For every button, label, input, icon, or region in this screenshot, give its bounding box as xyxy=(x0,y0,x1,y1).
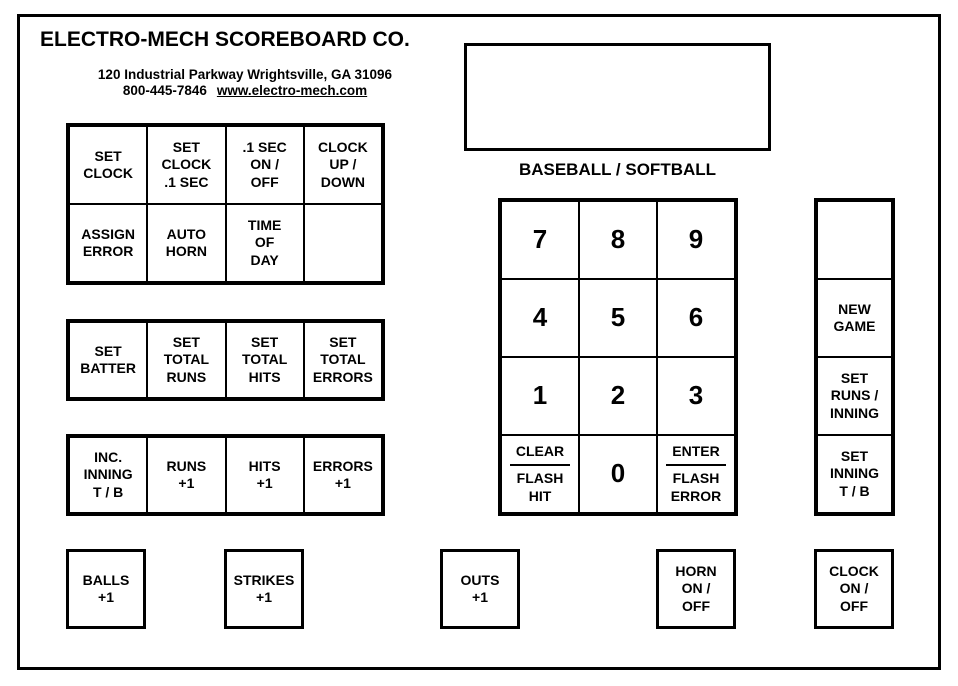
strikes-plus-one-button[interactable]: STRIKES +1 xyxy=(224,549,304,629)
clock-key-group xyxy=(66,123,385,285)
set-batter-button[interactable]: SET BATTER xyxy=(69,322,147,398)
new-game-button[interactable]: NEW GAME xyxy=(817,279,892,357)
company-contact xyxy=(65,83,425,98)
set-total-hits-button[interactable]: SET TOTAL HITS xyxy=(226,322,304,398)
company-website: www.electro-mech.com xyxy=(216,83,368,98)
hits-plus-one-button[interactable]: HITS +1 xyxy=(226,437,304,513)
company-phone: 800-445-7846 xyxy=(122,83,207,98)
digit-8-button[interactable]: 8 xyxy=(579,201,657,279)
clock-up-down-button[interactable]: CLOCK UP / DOWN xyxy=(304,126,382,204)
digit-6-button[interactable]: 6 xyxy=(657,279,735,357)
key-divider xyxy=(510,464,570,466)
horn-toggle-button[interactable]: HORN ON / OFF xyxy=(656,549,736,629)
digit-2-button[interactable]: 2 xyxy=(579,357,657,435)
clear-flash-hit-button[interactable]: CLEAR FLASH HIT xyxy=(501,435,579,513)
clock-toggle-button[interactable]: CLOCK ON / OFF xyxy=(814,549,894,629)
right-key-column xyxy=(814,198,895,516)
digit-7-button[interactable]: 7 xyxy=(501,201,579,279)
outs-plus-one-button[interactable]: OUTS +1 xyxy=(440,549,520,629)
lcd-display xyxy=(464,43,771,151)
balls-plus-one-button[interactable]: BALLS +1 xyxy=(66,549,146,629)
increment-key-group xyxy=(66,434,385,516)
company-name: ELECTRO-MECH SCOREBOARD CO. xyxy=(40,28,410,51)
set-totals-key-group xyxy=(66,319,385,401)
set-inning-button[interactable]: SET INNING T / B xyxy=(817,435,892,513)
set-runs-inning-button[interactable]: SET RUNS / INNING xyxy=(817,357,892,435)
mode-label: BASEBALL / SOFTBALL xyxy=(518,160,717,179)
company-address: 120 Industrial Parkway Wrightsville, GA 31096 xyxy=(97,67,393,82)
inc-inning-button[interactable]: INC. INNING T / B xyxy=(69,437,147,513)
set-total-errors-button[interactable]: SET TOTAL ERRORS xyxy=(304,322,382,398)
digit-3-button[interactable]: 3 xyxy=(657,357,735,435)
blank-right-button[interactable] xyxy=(817,201,892,279)
numeric-keypad xyxy=(498,198,738,516)
tenth-sec-toggle-button[interactable]: .1 SEC ON / OFF xyxy=(226,126,304,204)
time-of-day-button[interactable]: TIME OF DAY xyxy=(226,204,304,282)
runs-plus-one-button[interactable]: RUNS +1 xyxy=(147,437,225,513)
auto-horn-button[interactable]: AUTO HORN xyxy=(147,204,225,282)
enter-flash-error-button[interactable]: ENTER FLASH ERROR xyxy=(657,435,735,513)
blank-button[interactable] xyxy=(304,204,382,282)
set-clock-tenth-button[interactable]: SET CLOCK .1 SEC xyxy=(147,126,225,204)
set-clock-button[interactable]: SET CLOCK xyxy=(69,126,147,204)
errors-plus-one-button[interactable]: ERRORS +1 xyxy=(304,437,382,513)
assign-error-button[interactable]: ASSIGN ERROR xyxy=(69,204,147,282)
digit-9-button[interactable]: 9 xyxy=(657,201,735,279)
key-divider xyxy=(666,464,726,466)
digit-0-button[interactable]: 0 xyxy=(579,435,657,513)
digit-5-button[interactable]: 5 xyxy=(579,279,657,357)
set-total-runs-button[interactable]: SET TOTAL RUNS xyxy=(147,322,225,398)
digit-1-button[interactable]: 1 xyxy=(501,357,579,435)
digit-4-button[interactable]: 4 xyxy=(501,279,579,357)
